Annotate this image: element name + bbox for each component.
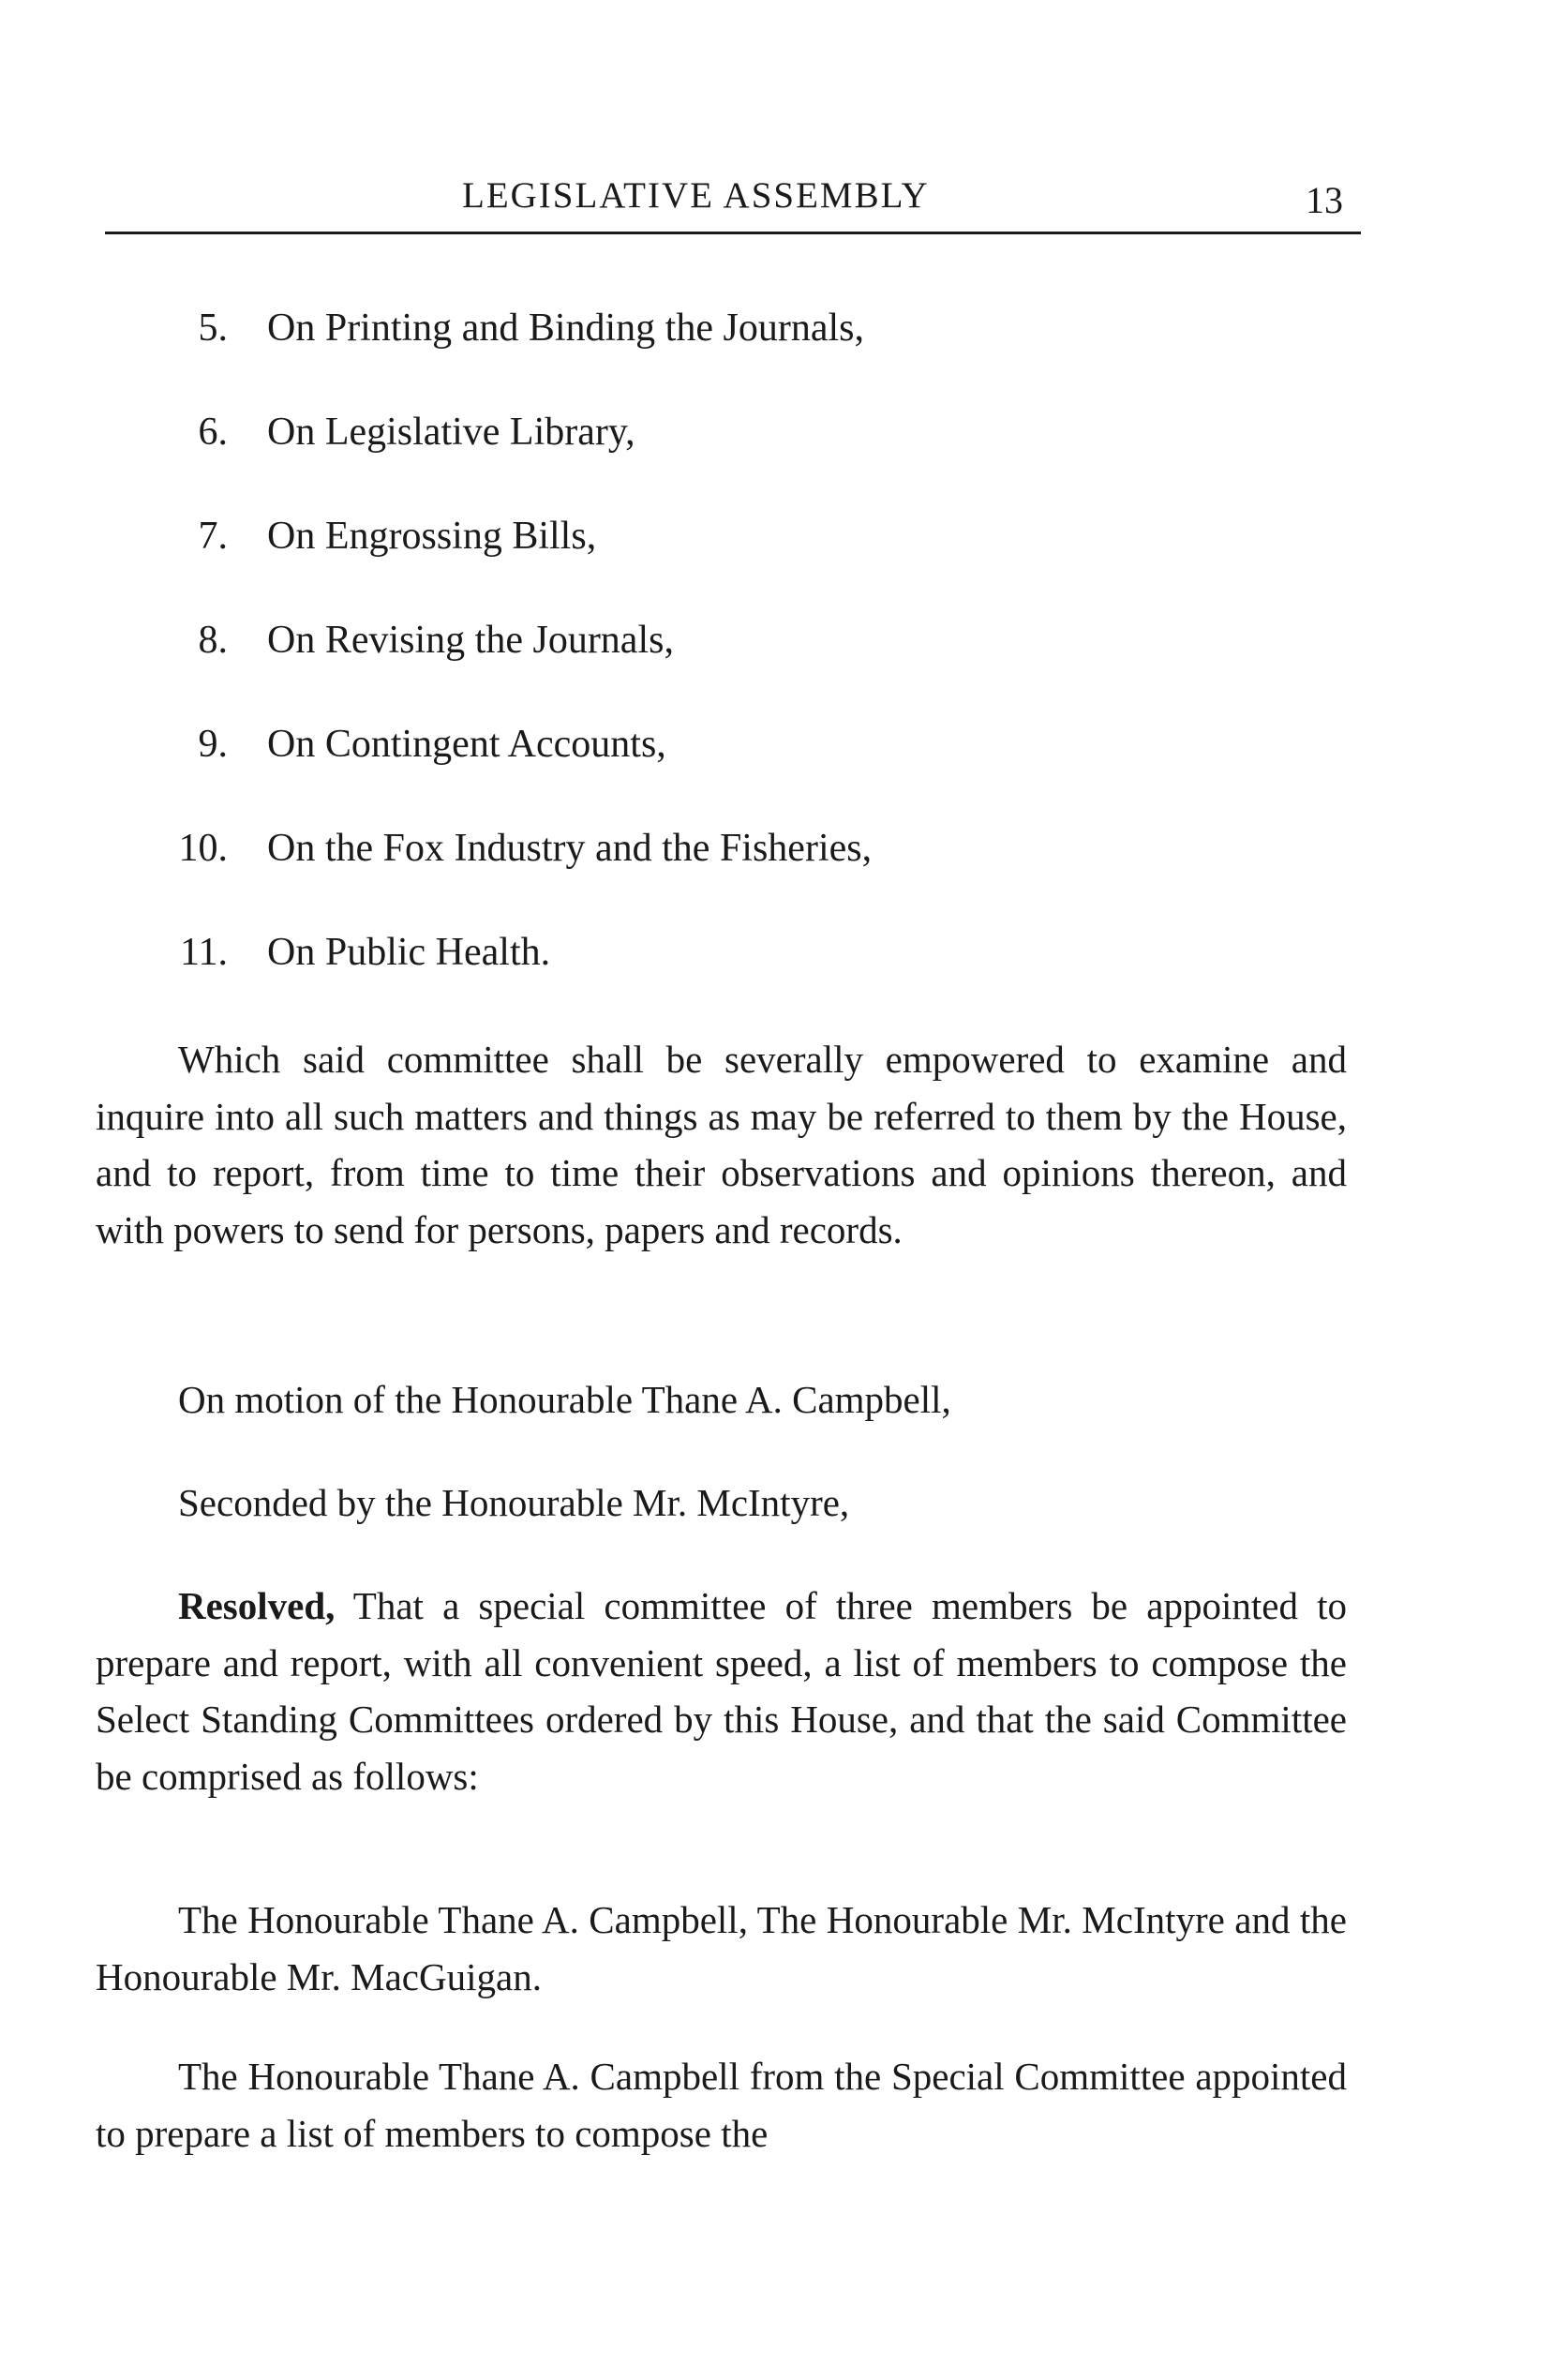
list-item-text: On the Fox Industry and the Fisheries, <box>267 827 873 870</box>
list-item-text: On Legislative Library, <box>267 411 635 454</box>
seconded-line: Seconded by the Honourable Mr. McIntyre, <box>178 1481 850 1524</box>
list-item-text: On Public Health. <box>267 931 551 974</box>
header-rule <box>105 232 1361 234</box>
list-item-text: On Revising the Journals, <box>267 619 674 662</box>
list-item <box>0 508 1568 612</box>
list-item-number: 9. <box>198 723 228 766</box>
list-item <box>0 716 1568 820</box>
list-item-number: 10. <box>178 827 228 870</box>
running-header <box>0 173 1568 230</box>
running-title: LEGISLATIVE ASSEMBLY <box>462 175 930 216</box>
list-item-number: 7. <box>198 515 228 558</box>
resolved-label: Resolved, <box>178 1584 336 1627</box>
list-item <box>0 820 1568 924</box>
resolved-text: That a special committee of three members be appointed to prepare and report, with all convenient speed, a list of members to compose the Select Standing Committees ordered by this House, and that the said Committee be comprised as follows: <box>96 1584 1347 1798</box>
list-item-number: 6. <box>198 411 228 454</box>
report-paragraph: The Honourable Thane A. Campbell from the Special Committee appointed to prepare a list of members to compose the <box>96 2055 1347 2155</box>
list-item <box>0 612 1568 716</box>
list-item-text: On Contingent Accounts, <box>267 723 666 766</box>
list-item <box>0 924 1568 1028</box>
resolved-paragraph <box>96 1578 1347 1804</box>
powers-paragraph: Which said committee shall be severally empowered to examine and inquire into all such matters and things as may be referred to them by the House, and to report, from time to time their observations and opinions thereon, and with powers to send for persons, papers and records. <box>96 1038 1347 1251</box>
members-paragraph: The Honourable Thane A. Campbell, The Honourable Mr. McIntyre and the Honourable Mr. MacGuigan. <box>96 1898 1347 1998</box>
committee-list <box>0 300 1568 1028</box>
list-item-text: On Printing and Binding the Journals, <box>267 307 864 350</box>
list-item-number: 5. <box>198 307 228 350</box>
motion-line: On motion of the Honourable Thane A. Campbell, <box>178 1378 951 1421</box>
list-item-text: On Engrossing Bills, <box>267 515 597 558</box>
list-item-number: 11. <box>180 931 228 974</box>
list-item <box>0 404 1568 508</box>
page-number: 13 <box>1306 179 1343 221</box>
list-item <box>0 300 1568 404</box>
list-item-number: 8. <box>198 619 228 662</box>
